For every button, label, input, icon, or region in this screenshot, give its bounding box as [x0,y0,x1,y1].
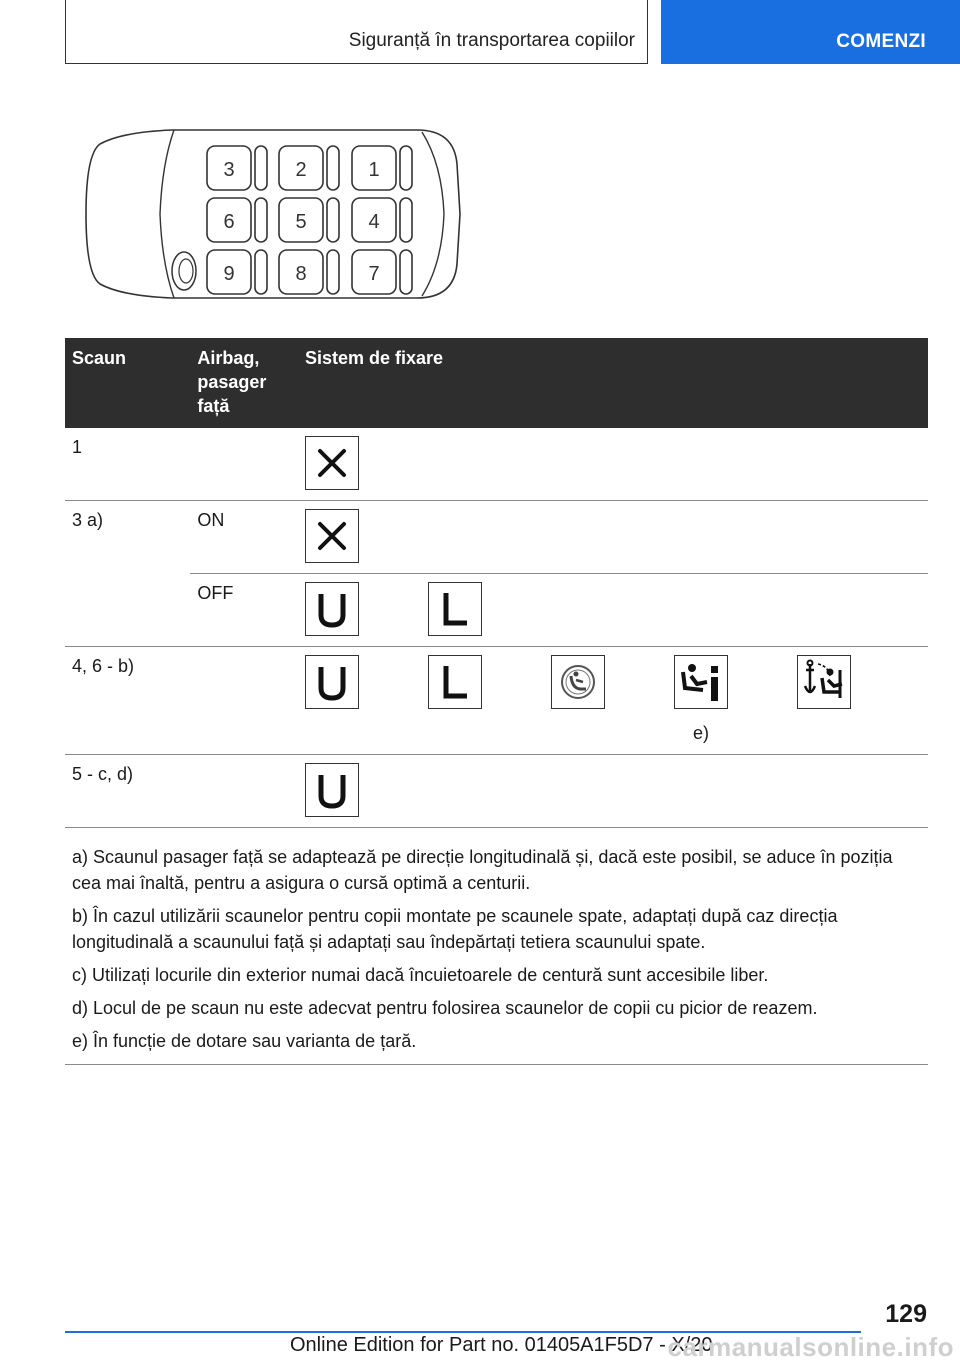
footnote-d: d) Locul de pe scaun nu este adecvat pentru folosirea scaunelor de copii cu picior de reazem. [72,998,818,1018]
table-row [65,501,928,574]
seat-label: 1 [72,437,83,457]
seat-backrest [255,146,267,190]
seat-cell [65,647,190,755]
fixing-cell [298,501,928,574]
fixing-cell [298,647,928,755]
table-row [65,428,928,501]
table-row [65,647,928,755]
seat-label: 4, 6 - b) [72,656,135,676]
seat-backrest [255,198,267,242]
seat-backrest [400,198,412,242]
seat-backrest [400,250,412,294]
edition-text: Online Edition for Part no. 01405A1F5D7 - X/20 [290,1334,713,1356]
airbag-cell [190,574,298,647]
seat-backrest [255,250,267,294]
car-seat-diagram [82,124,470,304]
page-number: 129 [885,1300,927,1328]
seat-label: 3 a) [72,510,104,530]
seat-number: 2 [295,159,307,181]
footnote-b: b) În cazul utilizării scaunelor pentru copii montate pe scaunele spate, adaptați după caz direcția longitudinală a scaunului față și adaptați sau îndepărtați tetiera scaunului spate. [72,906,838,952]
seat-number: 1 [368,159,380,181]
isize-icon [674,655,728,709]
l-icon [428,655,482,709]
header-section-box [661,0,960,64]
isofix-icon [551,655,605,709]
seat-number: 3 [223,159,235,181]
col-header-fixing: Sistem de fixare [298,338,928,428]
seat-cell [65,428,190,501]
footnotes [65,836,928,1065]
airbag-cell [190,501,298,574]
airbag-label: OFF [197,583,234,603]
seat-number: 4 [368,211,380,233]
seat-cell [65,501,190,647]
seat-number: 7 [368,263,380,285]
anchor-icon [797,655,851,709]
seat-number: 6 [223,211,235,233]
seat-backrest [327,250,339,294]
seat-number: 9 [223,263,235,285]
l-icon [428,582,482,636]
airbag-label: ON [197,510,225,530]
watermark: carmanualsonline.info [667,1332,954,1362]
section-label: COMENZI [836,31,926,52]
airbag-cell [190,647,298,755]
seat-label: 5 - c, d) [72,764,134,784]
x-icon [305,509,359,563]
u-icon [305,582,359,636]
page-title: Siguranță în transportarea copiilor [348,30,635,51]
seat-cell [65,755,190,828]
x-icon [305,436,359,490]
footnote-e: e) În funcție de dotare sau varianta de țară. [72,1031,417,1051]
seat-backrest [327,146,339,190]
icon-footnote: e) [692,723,709,743]
seat-number: 8 [295,263,307,285]
airbag-cell [190,755,298,828]
u-icon [305,763,359,817]
header-title-box [65,0,648,64]
table-row [65,755,928,828]
u-icon [305,655,359,709]
col-header-airbag: Airbag, pasager față [190,338,298,428]
seat-table [65,338,928,828]
fixing-cell [298,428,928,501]
footnote-a: a) Scaunul pasager față se adaptează pe direcție longitudinală și, dacă este posibil, se aduce în poziția cea mai înaltă, pentru a asigura o cursă optimă a centurii. [72,847,893,893]
col-header-seat: Scaun [65,338,190,428]
footnote-c: c) Utilizați locurile din exterior numai dacă încuietoarele de centură sunt accesibile liber. [72,965,769,985]
fixing-cell [298,574,928,647]
table-row [65,574,928,647]
seat-number: 5 [295,211,307,233]
seat-backrest [400,146,412,190]
airbag-cell [190,428,298,501]
seat-backrest [327,198,339,242]
fixing-cell [298,755,928,828]
